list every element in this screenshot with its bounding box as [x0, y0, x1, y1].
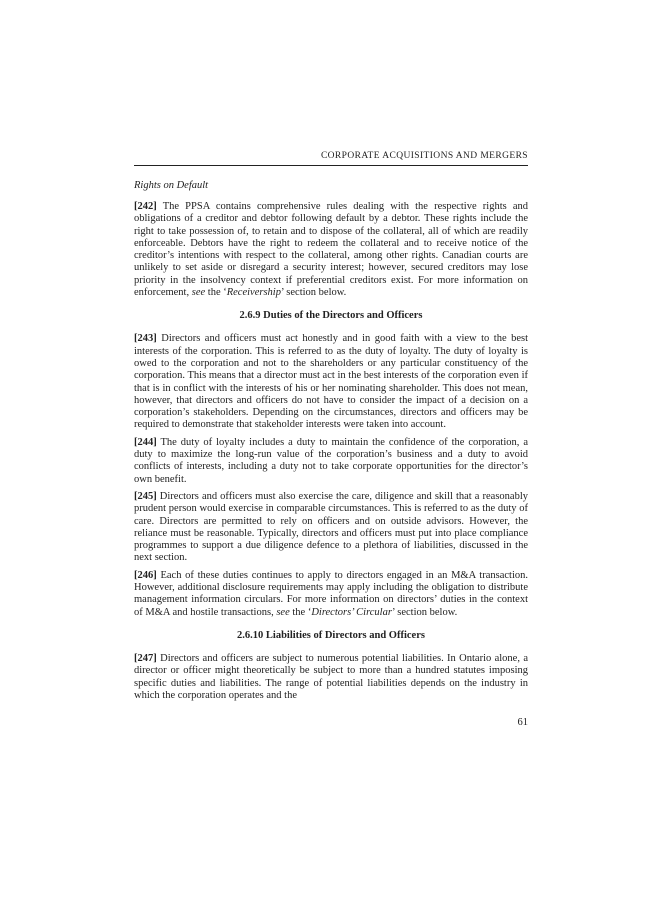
- page-number: 61: [517, 717, 528, 729]
- section-title-liabilities: 2.6.10 Liabilities of Directors and Officers: [237, 629, 425, 641]
- paragraph: [134, 333, 528, 431]
- paragraph-text: Directors and officers must also exercise the care, diligence and skill that a reasonably prudent person would exercise in comparable circumstances. This is referred to as the duty of care. Directors are permitted to rely on officers and on outside advisors. However, the reliance must be reasonable. Typically, directors and officers must put into place compliance programmes to support a due diligence defence to a plethora of liabilities, discussed in the next section.: [134, 490, 528, 564]
- document-page: [134, 150, 528, 729]
- paragraph-text: The PPSA contains comprehensive rules dealing with the respective rights and obligations of a creditor and debtor following default by a debtor. These rights include the right to take possession of, to retain and to dispose of the collateral, all of which are readily enforceable. Debtors have the right to redeem the collateral and to receive notice of the creditor’s intentions with respect to the collateral, among other rights. Canadian courts are unlikely to set aside or disregard a security interest; however, secured creditors may lose priority in the insolvency context if preferential creditors exist. For more information on enforcement,: [134, 201, 528, 299]
- paragraph: [134, 570, 528, 619]
- paragraph: [134, 437, 528, 486]
- paragraph: [134, 201, 528, 299]
- paragraph-number: [243]: [134, 333, 157, 345]
- italic-text: see: [276, 606, 290, 618]
- paragraph-text: Directors and officers are subject to numerous potential liabilities. In Ontario alone, a director or officer might theoretically be subject to more than a hundred statutes imposing specific duties and liabilities. The range of potential liabilities depends on the industry in which the corporation operates and the: [134, 652, 528, 701]
- paragraph-number: [242]: [134, 201, 157, 212]
- italic-text: Receivership: [226, 287, 281, 299]
- paragraph-number: [244]: [134, 436, 157, 448]
- paragraph-text: ’ section below.: [391, 606, 458, 618]
- running-header: CORPORATE ACQUISITIONS AND MERGERS: [134, 150, 528, 166]
- paragraph-text: the ‘: [289, 606, 312, 618]
- paragraph-text: The duty of loyalty includes a duty to maintain the confidence of the corporation, a duty to maximize the long-run value of the corporation’s business and a duty to avoid conflicts of interests, including a duty not to take corporate opportunities for the director’s own benefit.: [134, 436, 528, 485]
- paragraph-group-c: [134, 653, 528, 702]
- paragraph-text: the ‘: [205, 287, 227, 299]
- paragraph-number: [245]: [134, 490, 157, 502]
- paragraph-text: Directors and officers must act honestly and in good faith with a view to the best interests of the corporation. This is referred to as the duty of loyalty. The duty of loyalty is owed to the corporation and not to the shareholders or any particular constituency of the corporation. This means that a director must act in the best interests of the corporation even if that is in conflict with the interests of his or her nominating shareholder. This does not mean, however, that directors and officers do not have to consider the impact of a decision on a corporation’s stakeholders. Depending on the circumstances, directors and officers may be required to demonstrate that stakeholder interests were taken into account.: [134, 333, 528, 431]
- subheading-rights-on-default: Rights on Default: [134, 180, 209, 191]
- paragraph-group-b: [134, 333, 528, 619]
- paragraph-text: Each of these duties continues to apply to directors engaged in an M&A transaction. However, additional disclosure requirements may apply including the obligation to distribute management information circulars. For more information on directors’ duties in the context of M&A and hostile transactions,: [134, 569, 528, 618]
- paragraph-text: ’ section below.: [280, 287, 347, 299]
- italic-text: Directors’ Circular: [311, 606, 392, 618]
- paragraph-number: [247]: [134, 652, 157, 664]
- paragraph-number: [246]: [134, 569, 157, 581]
- paragraph: [134, 653, 528, 702]
- paragraph: [134, 491, 528, 565]
- paragraph-group-a: [134, 201, 528, 299]
- section-title-duties: 2.6.9 Duties of the Directors and Officers: [239, 310, 423, 322]
- italic-text: see: [191, 287, 206, 299]
